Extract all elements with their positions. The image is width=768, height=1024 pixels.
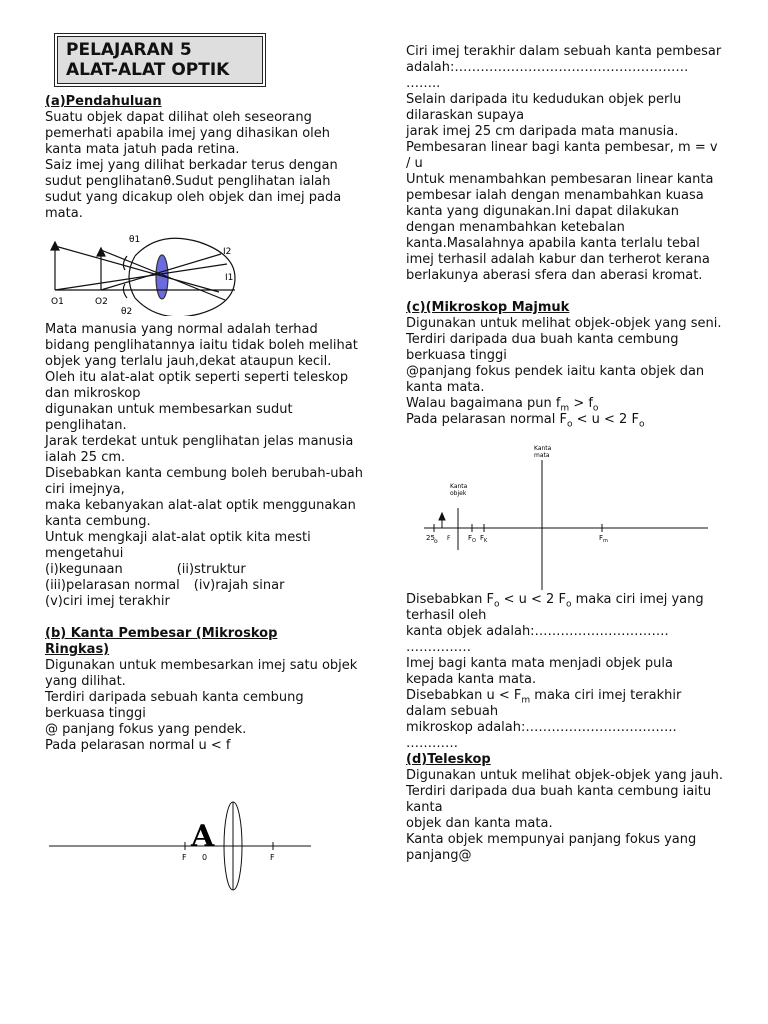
section-d-paragraph-2b: objek dan kanta mata. (406, 816, 553, 831)
eyepiece-label-1: Kanta (534, 445, 552, 452)
magnifier-diagram (49, 794, 319, 894)
c8-sub-m: m (521, 695, 531, 706)
section-d-paragraph-1: Digunakan untuk melihat objek-objek yang jauh. (406, 768, 723, 783)
list-item-pelarasan: (iii)pelarasan normal (45, 578, 180, 593)
c5-text-1: Disebabkan F (406, 592, 494, 607)
section-b-paragraph-1: Digunakan untuk membesarkan imej satu objek yang dilihat. (45, 658, 358, 689)
c5-text-3: maka ciri imej yang terhasil oleh (406, 592, 704, 623)
section-c-paragraph-9a: mikroskop adalah:…………………………….. (406, 720, 677, 735)
label-fm: $F_m$ (599, 534, 608, 544)
c8-text-2: maka ciri imej terakhir dalam sebuah (406, 688, 682, 719)
o2-label: O2 (95, 297, 108, 307)
section-d-paragraph-3: Kanta objek mempunyai panjang fokus yang panjang@ (406, 832, 697, 863)
paragraph-6b: maka kebanyakan alat-alat optik menggunakan kanta cembung. (45, 498, 356, 529)
section-b-heading-2: Ringkas) (45, 642, 110, 657)
section-c-heading: (c)(Mikroskop Majmuk (406, 300, 570, 315)
focal-point-right: F (270, 853, 275, 862)
label-fk: $F_K$ (480, 534, 488, 544)
section-c-paragraph-8 (406, 688, 724, 720)
intro-paragraph-2: Saiz imej yang dilihat berkadar terus dengan sudut penglihatanθ.Sudut penglihatan ialah sudut yang dicakup oleh objek dan imej pada mata. (45, 158, 342, 221)
list-item-struktur: (ii)struktur (176, 562, 246, 577)
list-item-rajah: (iv)rajah sinar (193, 578, 285, 593)
label-fo: $F_O$ (468, 534, 476, 544)
intro-paragraph-1: Suatu objek dapat dilihat oleh seseorang pemerhati apabila imej yang dihasikan oleh kanta mata jatuh pada retina. (45, 110, 331, 157)
right-column (406, 44, 724, 864)
section-c-paragraph-5 (406, 592, 724, 624)
section-d-heading: (d)Teleskop (406, 752, 491, 767)
label-25: 25 (426, 534, 435, 542)
right-paragraph-5: Untuk menambahkan pembesaran linear kanta pembesar ialah dengan menambahkan kuasa kanta yang digunakan.Ini dapat dilakukan dengan menambahkan ketebalan kanta.Masalahnya apabila kanta terlalu tebal imej terhasil adalah kabur dan terherot kerana berlakunya aberasi sfera dan aberasi kromat. (406, 172, 714, 283)
eyepiece-label-2: mata (534, 452, 550, 459)
origin-label: 0 (202, 853, 208, 862)
i2-label: I2 (223, 247, 232, 257)
section-c-paragraph-7: Imej bagi kanta mata menjadi objek pula kepada kanta mata. (406, 656, 674, 687)
paragraph-3: Mata manusia yang normal adalah terhad bidang penglihatannya iaitu tidak boleh melihat objek yang terlalu jauh,dekat ataupun kecil. (45, 322, 358, 369)
eye-diagram (49, 234, 249, 316)
right-paragraph-1: Ciri imej terakhir dalam sebuah kanta pembesar (406, 44, 722, 59)
c4-sub-o2: o (638, 419, 645, 430)
section-b-paragraph-2: Terdiri daripada sebuah kanta cembung berkuasa tinggi (45, 690, 304, 721)
section-c-paragraph-6b: …………… (406, 640, 471, 655)
c5-sub-o2: o (565, 599, 572, 610)
right-paragraph-2b: …….. (406, 76, 441, 91)
list-row-1 (45, 562, 363, 578)
lesson-number: PELAJARAN 5 (66, 40, 192, 60)
intro-heading: (a)Pendahuluan (45, 94, 162, 109)
right-paragraph-2a: adalah:……………………………………………… (406, 60, 689, 75)
left-column (45, 94, 363, 894)
c3-text-2: > f (569, 396, 593, 411)
section-b-paragraph-4: Pada pelarasan normal u < f (45, 738, 231, 753)
right-paragraph-3a: Selain daripada itu kedudukan objek perlu dilaraskan supaya (406, 92, 682, 123)
focal-point-left: F (182, 853, 187, 862)
list-row-2 (45, 578, 363, 594)
section-b-heading-1: (b) Kanta Pembesar (Mikroskop (45, 626, 278, 641)
object-label-a: A (191, 819, 215, 854)
c4-text-2: < u < 2 F (572, 412, 639, 427)
section-c-paragraph-3 (406, 396, 724, 412)
i1-label: I1 (225, 273, 234, 283)
c8-text-1: Disebabkan u < F (406, 688, 522, 703)
paragraph-5: Jarak terdekat untuk penglihatan jelas manusia ialah 25 cm. (45, 434, 354, 465)
section-c-paragraph-1: Digunakan untuk melihat objek-objek yang seni. (406, 316, 722, 331)
label-o-small: o (434, 538, 438, 545)
theta2-label: θ2 (121, 307, 133, 316)
paragraph-7: Untuk mengkaji alat-alat optik kita mesti mengetahui (45, 530, 311, 561)
section-c-paragraph-9b: ………… (406, 736, 458, 751)
list-row-3: (v)ciri imej terakhir (45, 594, 170, 609)
section-c-paragraph-2a: Terdiri daripada dua buah kanta cembung berkuasa tinggi (406, 332, 679, 363)
c3-sub-m: m (560, 403, 570, 414)
section-c-paragraph-2b: @panjang fokus pendek iaitu kanta objek dan kanta mata. (406, 364, 705, 395)
c5-text-2: < u < 2 F (499, 592, 566, 607)
lesson-title (57, 36, 263, 84)
list-item-kegunaan: (i)kegunaan (45, 562, 123, 577)
c3-sub-o: o (592, 403, 599, 414)
section-d-paragraph-2a: Terdiri daripada dua buah kanta cembung iaitu kanta (406, 784, 712, 815)
theta1-label: θ1 (129, 235, 141, 245)
c3-text-1: Walau bagaimana pun f (406, 396, 561, 411)
label-f-small: F (447, 535, 451, 542)
section-c-paragraph-6a: kanta objek adalah:…………………………. (406, 624, 669, 639)
o1-label: O1 (51, 297, 64, 307)
paragraph-4b: digunakan untuk membesarkan sudut penglihatan. (45, 402, 293, 433)
c4-sub-o1: o (566, 419, 573, 430)
right-paragraph-3b: jarak imej 25 cm daripada mata manusia. (406, 124, 679, 139)
objective-label-1: Kanta (450, 483, 468, 490)
objective-label-2: objek (450, 490, 467, 497)
paragraph-6a: Disebabkan kanta cembung boleh berubah-ubah ciri imejnya, (45, 466, 363, 497)
section-b-paragraph-3: @ panjang fokus yang pendek. (45, 722, 247, 737)
lesson-topic: ALAT-ALAT OPTIK (66, 60, 230, 80)
c5-sub-o1: o (493, 599, 500, 610)
right-paragraph-4: Pembesaran linear bagi kanta pembesar, m = v / u (406, 140, 718, 171)
section-c-paragraph-4 (406, 412, 724, 428)
compound-microscope-diagram (420, 442, 720, 592)
paragraph-4a: Oleh itu alat-alat optik seperti seperti teleskop dan mikroskop (45, 370, 349, 401)
c4-text-1: Pada pelarasan normal F (406, 412, 567, 427)
